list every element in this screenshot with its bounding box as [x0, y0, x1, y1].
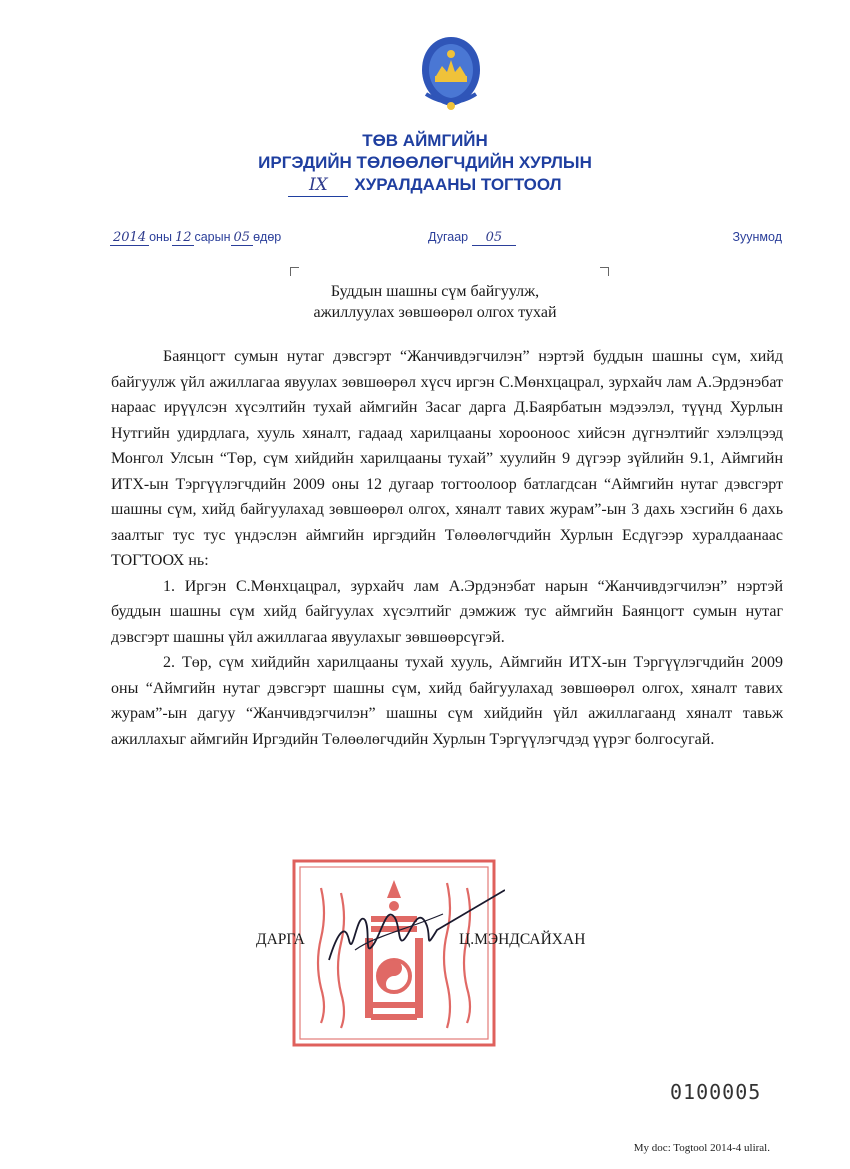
- number-value: 05: [472, 230, 517, 246]
- header-line-aimag: ТӨВ АЙМГИЙН: [362, 131, 488, 150]
- resolution-item-1: 1. Иргэн С.Мөнхцацрал, зурхайч лам А.Эрдэнэбат нарын “Жанчивдэгчилэн” нэртэй буддын шашны сүм хийд байгуулах хүсэлтийг дэмжиж тус аймгийн Баянцогт сумын нутаг дэвсгэрт шашны үйл ажиллагаа явуулахыг зөвшөөрсүгэй.: [111, 577, 783, 646]
- date-month-suffix: сарын: [194, 230, 231, 244]
- state-emblem-icon: [412, 34, 490, 114]
- date-year-suffix: оны: [149, 230, 172, 244]
- header-line-session: [0, 174, 850, 197]
- session-number: IX: [288, 174, 348, 197]
- document-header: [0, 130, 850, 197]
- signature-name: Ц.МЭНДСАЙХАН: [459, 931, 586, 948]
- document-place: Зуунмод: [732, 230, 782, 244]
- document-footer: My doc: Togtool 2014-4 uliral.: [633, 1142, 770, 1154]
- date-day: 05: [231, 230, 254, 246]
- date-month: 12: [172, 230, 195, 246]
- document-body: [111, 344, 783, 752]
- date-year: 2014: [110, 230, 149, 246]
- session-title: ХУРАЛДААНЫ ТОГТООЛ: [354, 175, 562, 194]
- corner-mark-left: [290, 267, 299, 276]
- corner-mark-right: [600, 267, 609, 276]
- date-day-suffix: өдөр: [253, 230, 282, 244]
- document-meta: [110, 230, 782, 250]
- document-number: [428, 230, 516, 245]
- signature-title: ДАРГА: [256, 931, 305, 948]
- document-subject: [0, 281, 850, 323]
- subject-line-1: Буддын шашны сүм байгуулж,: [330, 283, 540, 300]
- preamble-paragraph: Баянцогт сумын нутаг дэвсгэрт “Жанчивдэгчилэн” нэртэй буддын шашны сүм, хийд байгуулж үйл ажиллагаа явуулах зөвшөөрөл хүсч иргэн С.Мөнхцацрал, зурхайч лам А.Эрдэнэбат нараас ирүүлсэн хүсэлтийн тухай аймгийн Засаг дарга Д.Баярбатын мэдээлэл, түүнд Хурлын Нутгийн удирдлага, хууль хяналт, гадаад харилцааны хорооноос хийсэн дүгнэлтийг хэлэлцээд Монгол Улсын “Төр, сүм хийдийн харилцааны тухай” хуулийн 9 дүгээр зүйлийн 9.1, Аймгийн ИТХ-ын Тэргүүлэгчдийн 2009 оны 12 дугаар тогтоолоор батлагдсан “Аймгийн нутаг дэвсгэрт шашны сүм, хийд байгуулахад зөвшөөрөл олгох, хяналт тавих журам”-ын 3 дахь хэсгийн 6 дахь заалтыг тус тус үндэслэн аймгийн иргэдийн Төлөөлөгчдийн Хурлын Есдүгээр хуралдаанаас ТОГТООХ нь:: [111, 348, 783, 569]
- subject-line-2: ажиллуулах зөвшөөрөл олгох тухай: [313, 304, 557, 321]
- document-serial-number: 0100005: [670, 1080, 762, 1104]
- document-date: [110, 230, 281, 245]
- number-label: Дугаар: [428, 230, 469, 244]
- header-line-council: ИРГЭДИЙН ТӨЛӨӨЛӨГЧДИЙН ХУРЛЫН: [258, 153, 592, 172]
- resolution-item-2: 2. Төр, сүм хийдийн харилцааны тухай хууль, Аймгийн ИТХ-ын Тэргүүлэгчдийн 2009 оны “Аймгийн нутаг дэвсгэрт шашны сүм, хийд байгуулахад зөвшөөрөл олгох, хяналт тавих журам”-ын дагуу “Жанчивдэгчилэн” шашны сүм хийдийн үйл ажиллагаанд хяналт тавьж ажиллахыг аймгийн Иргэдийн Төлөөлөгчдийн Хурлын Тэргүүлэгчдэд үүрэг болгосугай.: [111, 654, 783, 748]
